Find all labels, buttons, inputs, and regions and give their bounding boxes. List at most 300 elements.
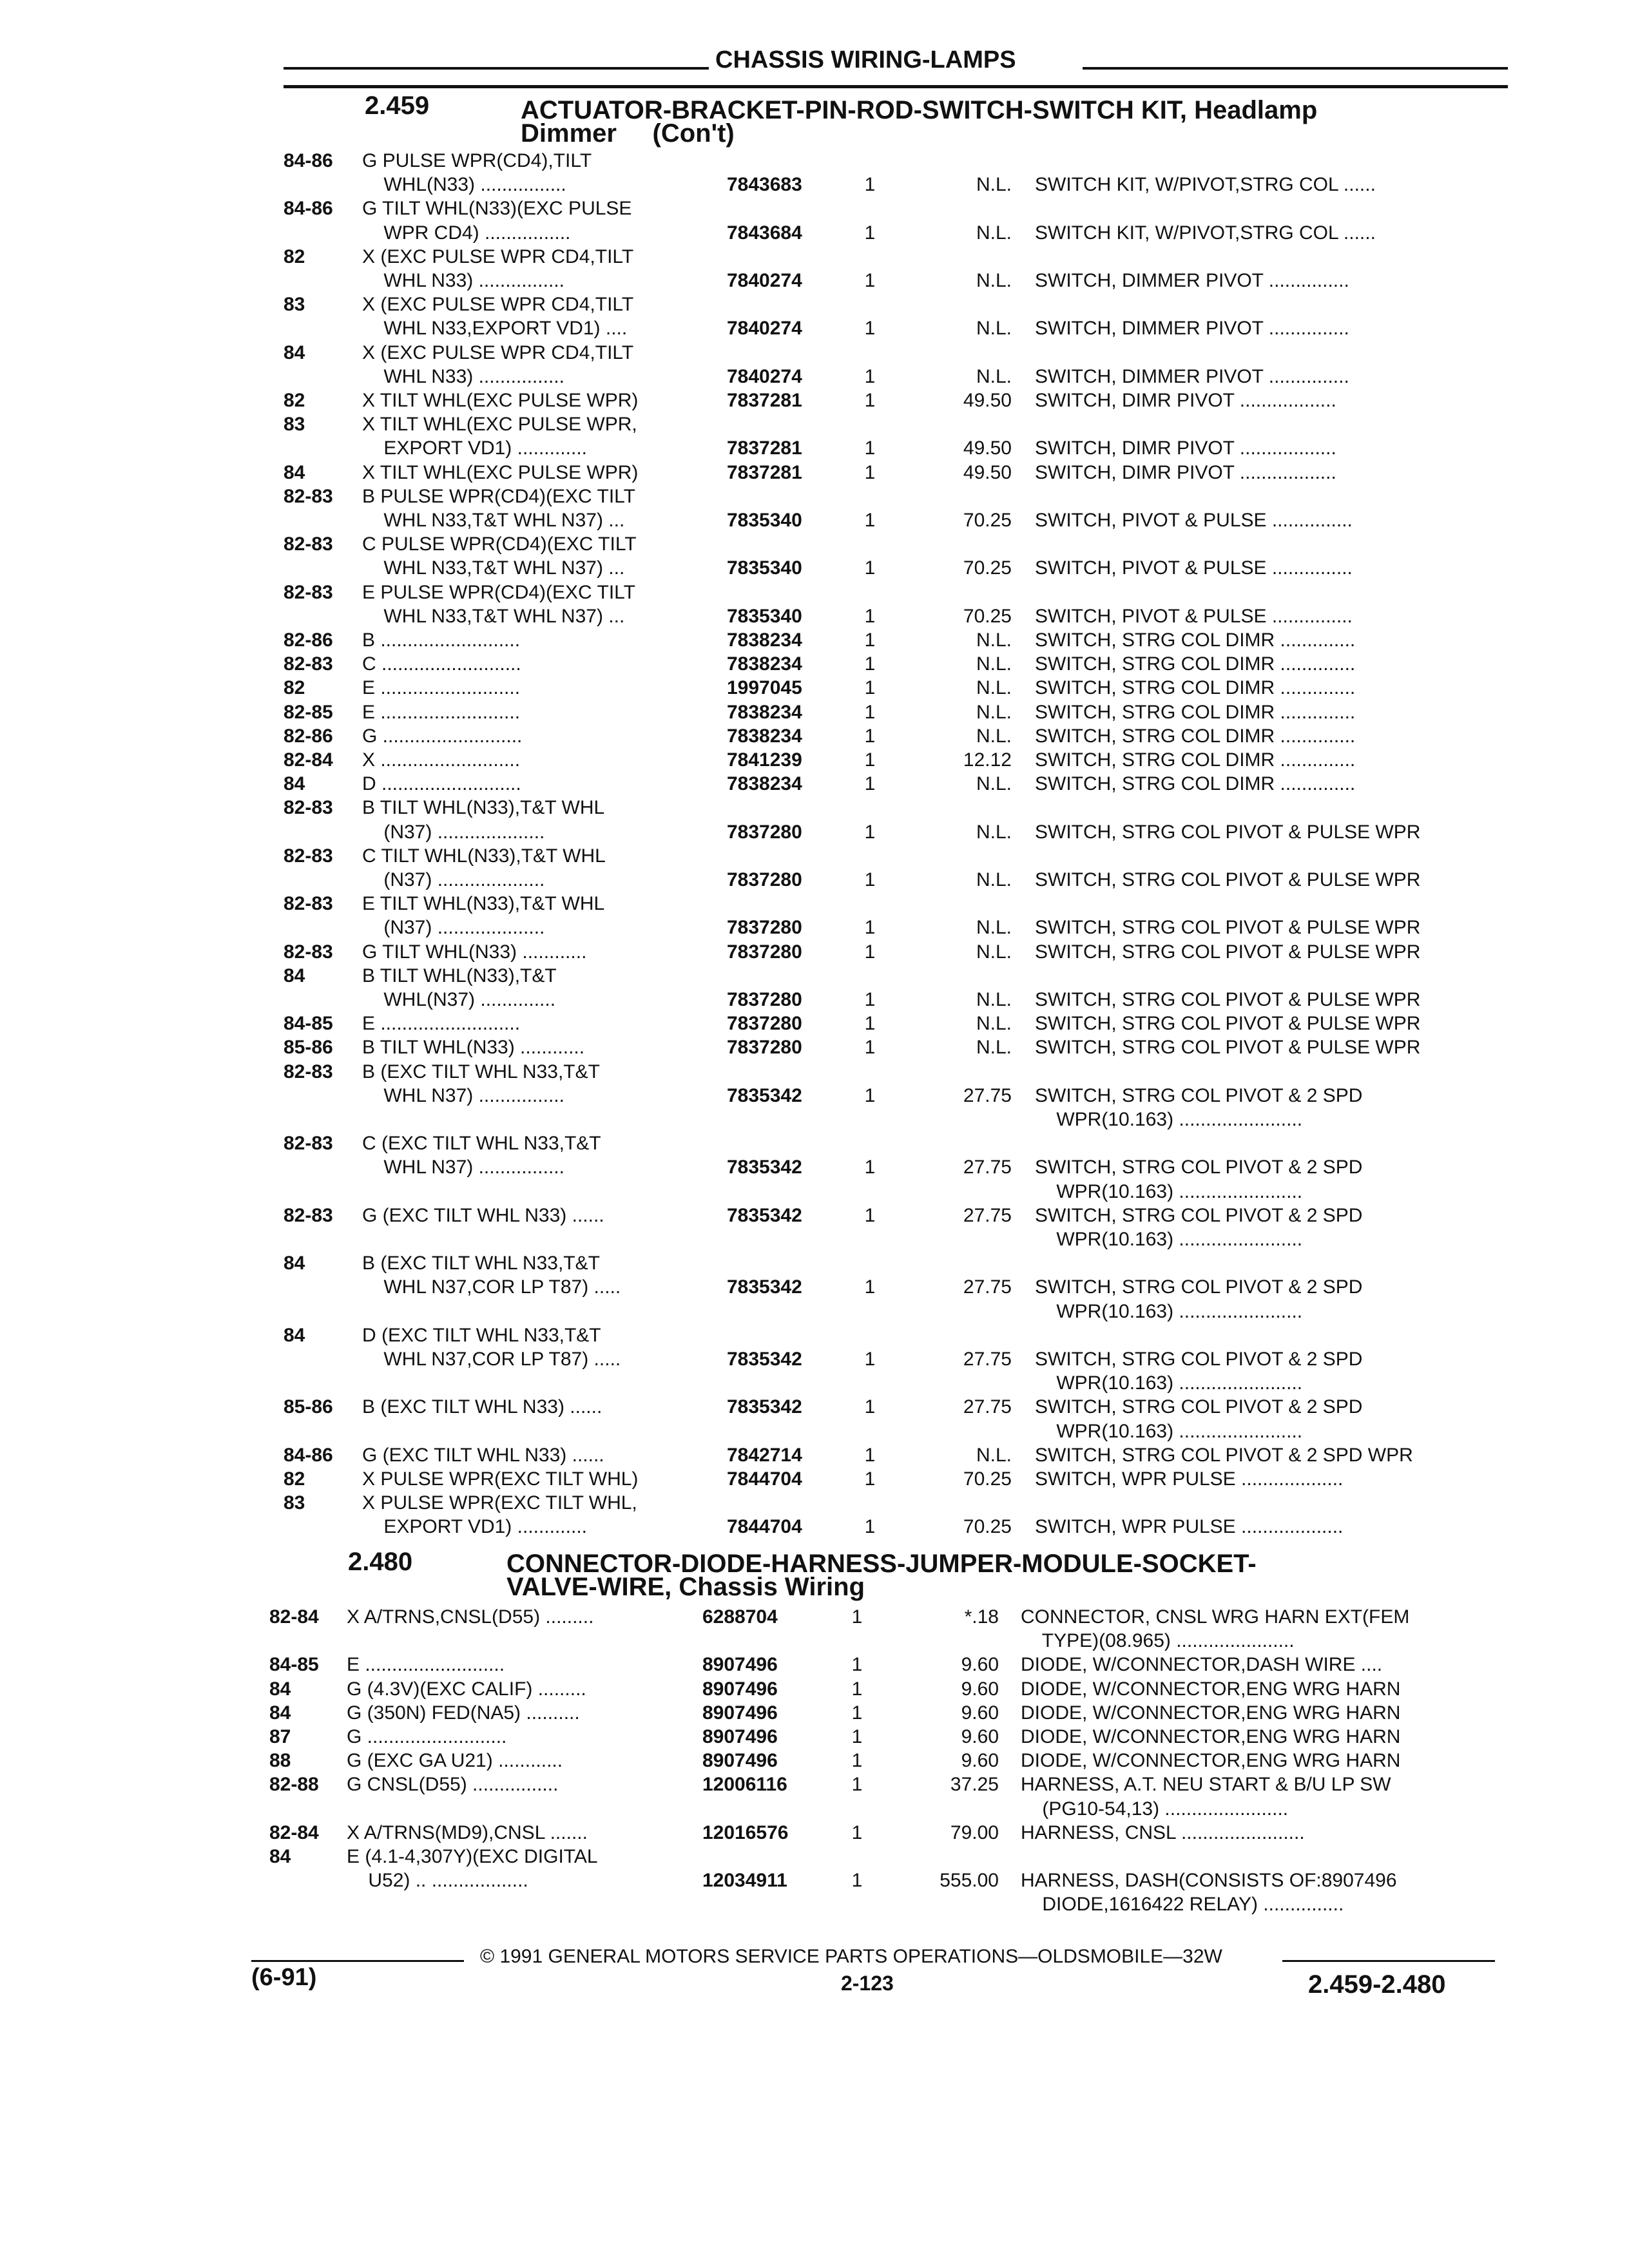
table-row xyxy=(0,1773,1629,1796)
part-number: 7837280 xyxy=(727,917,802,939)
table-row xyxy=(0,1492,1629,1515)
year-range: 84 xyxy=(269,1702,291,1724)
quantity: 1 xyxy=(864,749,876,771)
table-row xyxy=(0,197,1629,220)
description: CONNECTOR, CNSL WRG HARN EXT(FEM xyxy=(1021,1606,1410,1628)
price: 9.60 xyxy=(961,1726,999,1747)
table-row xyxy=(0,1108,1629,1131)
application: G (4.3V)(EXC CALIF) ......... xyxy=(347,1678,586,1700)
table-row xyxy=(0,1180,1629,1204)
description: DIODE, W/CONNECTOR,ENG WRG HARN xyxy=(1021,1678,1401,1700)
price: N.L. xyxy=(976,941,1012,963)
quantity: 1 xyxy=(864,629,876,651)
year-range: 84 xyxy=(284,965,305,986)
application: WHL(N37) .............. xyxy=(362,989,556,1010)
table-row xyxy=(0,1036,1629,1059)
year-range: 84 xyxy=(284,1253,305,1274)
quantity: 1 xyxy=(851,1870,863,1892)
part-number: 7837281 xyxy=(727,461,802,483)
table-row xyxy=(0,845,1629,868)
description: WPR(10.163) ....................... xyxy=(1035,1180,1303,1202)
year-range: 82-83 xyxy=(284,533,333,555)
application: B (EXC TILT WHL N33,T&T xyxy=(362,1253,600,1274)
application: B (EXC TILT WHL N33,T&T xyxy=(362,1061,600,1082)
table-row xyxy=(0,1084,1629,1108)
quantity: 1 xyxy=(864,390,876,411)
table-row xyxy=(0,916,1629,939)
part-number: 7840274 xyxy=(727,270,802,291)
description: DIODE, W/CONNECTOR,ENG WRG HARN xyxy=(1021,1702,1401,1724)
year-range: 82-84 xyxy=(269,1606,319,1628)
price: N.L. xyxy=(976,365,1012,387)
table-row xyxy=(0,485,1629,508)
application: WHL N33) ................ xyxy=(362,270,564,291)
application: X A/TRNS,CNSL(D55) ......... xyxy=(347,1606,594,1628)
table-row xyxy=(0,1893,1629,1916)
year-range: 84 xyxy=(284,1324,305,1346)
quantity: 1 xyxy=(864,222,876,244)
quantity: 1 xyxy=(864,174,876,196)
table-row xyxy=(0,365,1629,389)
table-row xyxy=(0,293,1629,316)
part-number: 7838234 xyxy=(727,725,802,747)
quantity: 1 xyxy=(864,653,876,675)
table-row xyxy=(0,1821,1629,1845)
description: SWITCH, STRG COL PIVOT & PULSE WPR xyxy=(1035,941,1421,963)
application: WHL N33,T&T WHL N37) ... xyxy=(362,557,625,579)
top-rule-under xyxy=(284,85,1508,88)
price: 70.25 xyxy=(963,510,1012,531)
quantity: 1 xyxy=(864,1444,876,1466)
table-row xyxy=(0,1725,1629,1749)
part-number: 8907496 xyxy=(702,1726,778,1747)
table-row xyxy=(0,173,1629,197)
table-row xyxy=(0,677,1629,700)
application: X PULSE WPR(EXC TILT WHL, xyxy=(362,1492,637,1514)
description: WPR(10.163) ....................... xyxy=(1035,1372,1303,1394)
year-range: 88 xyxy=(269,1750,291,1772)
year-range: 84 xyxy=(284,461,305,483)
description: SWITCH, STRG COL PIVOT & 2 SPD xyxy=(1035,1396,1363,1418)
table-row xyxy=(0,1396,1629,1419)
table-row xyxy=(0,1798,1629,1821)
part-number: 1997045 xyxy=(727,677,802,699)
table-row xyxy=(0,1749,1629,1773)
year-range: 85-86 xyxy=(284,1396,333,1418)
part-number: 8907496 xyxy=(702,1654,778,1676)
table-row xyxy=(0,533,1629,556)
part-number: 7841239 xyxy=(727,749,802,771)
price: N.L. xyxy=(976,677,1012,699)
table-row xyxy=(0,796,1629,820)
table-row xyxy=(0,1276,1629,1299)
year-range: 87 xyxy=(269,1726,291,1747)
description: SWITCH, STRG COL DIMR .............. xyxy=(1035,653,1356,675)
table-row xyxy=(0,1228,1629,1251)
application: WHL(N33) ................ xyxy=(362,174,566,196)
year-range: 82-83 xyxy=(284,1061,333,1082)
table-row xyxy=(0,1012,1629,1035)
application: B TILT WHL(N33),T&T WHL xyxy=(362,797,605,819)
part-number: 7840274 xyxy=(727,365,802,387)
application: C .......................... xyxy=(362,653,521,675)
description: SWITCH, WPR PULSE ................... xyxy=(1035,1468,1344,1490)
quantity: 1 xyxy=(851,1702,863,1724)
part-number: 12034911 xyxy=(702,1870,787,1892)
application: WHL N37,COR LP T87) ..... xyxy=(362,1276,621,1298)
part-number: 7837280 xyxy=(727,1037,802,1059)
quantity: 1 xyxy=(864,1396,876,1418)
year-range: 84 xyxy=(269,1678,291,1700)
part-number: 8907496 xyxy=(702,1678,778,1700)
table-row xyxy=(0,1678,1629,1701)
part-number: 7844704 xyxy=(727,1516,802,1538)
quantity: 1 xyxy=(851,1678,863,1700)
part-number: 6288704 xyxy=(702,1606,778,1628)
description: SWITCH KIT, W/PIVOT,STRG COL ...... xyxy=(1035,222,1376,244)
table-row xyxy=(0,749,1629,772)
year-range: 82-86 xyxy=(284,629,333,651)
year-range: 82 xyxy=(284,1468,305,1490)
year-range: 83 xyxy=(284,294,305,316)
application: WHL N33) ................ xyxy=(362,365,564,387)
quantity: 1 xyxy=(864,1204,876,1226)
quantity: 1 xyxy=(864,1013,876,1035)
price: 27.75 xyxy=(963,1204,1012,1226)
year-range: 82-83 xyxy=(284,1204,333,1226)
price: N.L. xyxy=(976,701,1012,723)
application: WHL N37) ................ xyxy=(362,1084,564,1106)
quantity: 1 xyxy=(864,1157,876,1178)
price: N.L. xyxy=(976,653,1012,675)
application: B .......................... xyxy=(362,629,521,651)
table-row xyxy=(0,1702,1629,1725)
application: X (EXC PULSE WPR CD4,TILT xyxy=(362,341,634,363)
year-range: 84 xyxy=(284,773,305,795)
price: N.L. xyxy=(976,318,1012,340)
description: SWITCH KIT, W/PIVOT,STRG COL ...... xyxy=(1035,174,1376,196)
quantity: 1 xyxy=(864,365,876,387)
part-number: 7844704 xyxy=(727,1468,802,1490)
price: 9.60 xyxy=(961,1654,999,1676)
table-row xyxy=(0,269,1629,293)
table-row xyxy=(0,317,1629,340)
part-number: 7835342 xyxy=(727,1084,802,1106)
application: E PULSE WPR(CD4)(EXC TILT xyxy=(362,581,635,603)
table-row xyxy=(0,1061,1629,1084)
quantity: 1 xyxy=(851,1750,863,1772)
table-row xyxy=(0,413,1629,436)
price: 555.00 xyxy=(940,1870,999,1892)
year-range: 84-85 xyxy=(284,1013,333,1035)
part-number: 7835342 xyxy=(727,1349,802,1370)
table-row xyxy=(0,1372,1629,1395)
quantity: 1 xyxy=(864,773,876,795)
quantity: 1 xyxy=(864,270,876,291)
description: SWITCH, STRG COL PIVOT & 2 SPD xyxy=(1035,1276,1363,1298)
table-row xyxy=(0,1515,1629,1539)
price: N.L. xyxy=(976,917,1012,939)
description: DIODE, W/CONNECTOR,ENG WRG HARN xyxy=(1021,1726,1401,1747)
page-title: CHASSIS WIRING-LAMPS xyxy=(715,46,1016,73)
description: SWITCH, STRG COL DIMR .............. xyxy=(1035,629,1356,651)
price: N.L. xyxy=(976,773,1012,795)
part-number: 7843683 xyxy=(727,174,802,196)
part-number: 7837280 xyxy=(727,869,802,890)
year-range: 84-86 xyxy=(284,150,333,171)
part-number: 7837280 xyxy=(727,989,802,1010)
table-row xyxy=(0,725,1629,748)
description: SWITCH, STRG COL PIVOT & PULSE WPR xyxy=(1035,821,1421,843)
part-number: 7835342 xyxy=(727,1396,802,1418)
section-title-1: ACTUATOR-BRACKET-PIN-ROD-SWITCH-SWITCH KIT, Headlamp xyxy=(521,96,1318,124)
description: SWITCH, STRG COL PIVOT & 2 SPD xyxy=(1035,1349,1363,1370)
part-number: 7835340 xyxy=(727,605,802,627)
description: SWITCH, STRG COL DIMR .............. xyxy=(1035,701,1356,723)
year-range: 84 xyxy=(269,1846,291,1867)
description: SWITCH, STRG COL PIVOT & PULSE WPR xyxy=(1035,869,1421,890)
quantity: 1 xyxy=(864,318,876,340)
table-row xyxy=(0,437,1629,460)
application: WHL N33,EXPORT VD1) .... xyxy=(362,318,628,340)
part-number: 7835342 xyxy=(727,1157,802,1178)
quantity: 1 xyxy=(864,437,876,459)
part-number: 7838234 xyxy=(727,653,802,675)
section-number-2: 2.480 xyxy=(348,1548,413,1576)
application: B PULSE WPR(CD4)(EXC TILT xyxy=(362,485,635,507)
application: (N37) .................... xyxy=(362,869,545,890)
year-range: 82-84 xyxy=(269,1821,319,1843)
application: C PULSE WPR(CD4)(EXC TILT xyxy=(362,533,637,555)
description: SWITCH, STRG COL DIMR .............. xyxy=(1035,677,1356,699)
application: E TILT WHL(N33),T&T WHL xyxy=(362,893,605,915)
quantity: 1 xyxy=(864,917,876,939)
application: X PULSE WPR(EXC TILT WHL) xyxy=(362,1468,639,1490)
price: 27.75 xyxy=(963,1349,1012,1370)
description: SWITCH, WPR PULSE ................... xyxy=(1035,1516,1344,1538)
table-row xyxy=(0,509,1629,532)
description: SWITCH, STRG COL PIVOT & PULSE WPR xyxy=(1035,989,1421,1010)
description: HARNESS, CNSL ....................... xyxy=(1021,1821,1305,1843)
quantity: 1 xyxy=(864,605,876,627)
application: E .......................... xyxy=(362,1013,521,1035)
part-number: 7835342 xyxy=(727,1204,802,1226)
description: HARNESS, A.T. NEU START & B/U LP SW xyxy=(1021,1774,1391,1796)
part-number: 7835340 xyxy=(727,510,802,531)
application: EXPORT VD1) ............. xyxy=(362,1516,587,1538)
year-range: 82-83 xyxy=(284,485,333,507)
year-range: 82-83 xyxy=(284,653,333,675)
description: TYPE)(08.965) ...................... xyxy=(1021,1630,1295,1652)
part-number: 7837281 xyxy=(727,390,802,411)
part-number: 7838234 xyxy=(727,629,802,651)
description: WPR(10.163) ....................... xyxy=(1035,1420,1303,1442)
quantity: 1 xyxy=(851,1726,863,1747)
description: SWITCH, STRG COL PIVOT & 2 SPD xyxy=(1035,1204,1363,1226)
price: 27.75 xyxy=(963,1157,1012,1178)
application: E .......................... xyxy=(347,1654,505,1676)
year-range: 82 xyxy=(284,245,305,267)
part-number: 8907496 xyxy=(702,1750,778,1772)
table-row xyxy=(0,149,1629,173)
table-row xyxy=(0,1629,1629,1653)
application: X TILT WHL(EXC PULSE WPR, xyxy=(362,414,637,436)
quantity: 1 xyxy=(864,1349,876,1370)
table-row xyxy=(0,1468,1629,1491)
description: WPR(10.163) ....................... xyxy=(1035,1109,1303,1130)
price: N.L. xyxy=(976,1444,1012,1466)
table-row xyxy=(0,1845,1629,1869)
year-range: 82-83 xyxy=(284,797,333,819)
description: SWITCH, DIMMER PIVOT ............... xyxy=(1035,270,1349,291)
table-row xyxy=(0,1444,1629,1467)
description: SWITCH, PIVOT & PULSE ............... xyxy=(1035,605,1353,627)
description: SWITCH, DIMR PIVOT .................. xyxy=(1035,461,1336,483)
application: G TILT WHL(N33) ............ xyxy=(362,941,587,963)
price: 49.50 xyxy=(963,461,1012,483)
price: 70.25 xyxy=(963,557,1012,579)
price: N.L. xyxy=(976,1013,1012,1035)
description: SWITCH, STRG COL PIVOT & 2 SPD xyxy=(1035,1084,1363,1106)
part-number: 7838234 xyxy=(727,773,802,795)
section-subtitle-2: VALVE-WIRE, Chassis Wiring xyxy=(506,1573,865,1601)
description: SWITCH, STRG COL DIMR .............. xyxy=(1035,773,1356,795)
application: X TILT WHL(EXC PULSE WPR) xyxy=(362,390,639,411)
table-row xyxy=(0,941,1629,964)
description: SWITCH, STRG COL PIVOT & PULSE WPR xyxy=(1035,1037,1421,1059)
application: D .......................... xyxy=(362,773,521,795)
table-row xyxy=(0,1204,1629,1227)
part-number: 7837280 xyxy=(727,821,802,843)
description: SWITCH, DIMR PIVOT .................. xyxy=(1035,390,1336,411)
section-subtitle-1: Dimmer (Con't) xyxy=(521,119,735,148)
quantity: 1 xyxy=(864,1084,876,1106)
section-range: 2.459-2.480 xyxy=(1308,1970,1446,1999)
table-row xyxy=(0,1420,1629,1443)
application: E .......................... xyxy=(362,701,521,723)
price: 70.25 xyxy=(963,1516,1012,1538)
price: 37.25 xyxy=(950,1774,999,1796)
year-range: 84-86 xyxy=(284,198,333,220)
footer-rule-left xyxy=(251,1960,464,1962)
application: B (EXC TILT WHL N33) ...... xyxy=(362,1396,602,1418)
table-row xyxy=(0,965,1629,988)
application: G (EXC TILT WHL N33) ...... xyxy=(362,1444,604,1466)
application: X (EXC PULSE WPR CD4,TILT xyxy=(362,294,634,316)
description: SWITCH, PIVOT & PULSE ............... xyxy=(1035,510,1353,531)
quantity: 1 xyxy=(864,677,876,699)
table-row xyxy=(0,222,1629,245)
table-row xyxy=(0,245,1629,269)
table-row xyxy=(0,605,1629,628)
part-number: 8907496 xyxy=(702,1702,778,1724)
price: 9.60 xyxy=(961,1750,999,1772)
year-range: 83 xyxy=(284,414,305,436)
price: N.L. xyxy=(976,174,1012,196)
year-range: 84 xyxy=(284,341,305,363)
quantity: 1 xyxy=(864,725,876,747)
quantity: 1 xyxy=(851,1821,863,1843)
year-range: 84-86 xyxy=(284,1444,333,1466)
table-row xyxy=(0,581,1629,604)
application: WHL N33,T&T WHL N37) ... xyxy=(362,605,625,627)
year-range: 82 xyxy=(284,390,305,411)
table-row xyxy=(0,1606,1629,1629)
application: G .......................... xyxy=(362,725,523,747)
price: *.18 xyxy=(964,1606,999,1628)
part-number: 7842714 xyxy=(727,1444,802,1466)
table-row xyxy=(0,1653,1629,1677)
year-range: 82 xyxy=(284,677,305,699)
application: E .......................... xyxy=(362,677,521,699)
application: (N37) .................... xyxy=(362,821,545,843)
page-number: 2-123 xyxy=(841,1972,894,1995)
price: 9.60 xyxy=(961,1702,999,1724)
price: 70.25 xyxy=(963,1468,1012,1490)
table-row xyxy=(0,1252,1629,1275)
application: G TILT WHL(N33)(EXC PULSE xyxy=(362,198,632,220)
table-row xyxy=(0,1300,1629,1323)
application: WHL N37,COR LP T87) ..... xyxy=(362,1349,621,1370)
price: 49.50 xyxy=(963,390,1012,411)
part-number: 7840274 xyxy=(727,318,802,340)
part-number: 7837280 xyxy=(727,1013,802,1035)
application: G .......................... xyxy=(347,1726,507,1747)
price: 27.75 xyxy=(963,1276,1012,1298)
description: (PG10-54,13) ....................... xyxy=(1021,1798,1289,1820)
quantity: 1 xyxy=(864,461,876,483)
price: 79.00 xyxy=(950,1821,999,1843)
quantity: 1 xyxy=(864,510,876,531)
application: EXPORT VD1) ............. xyxy=(362,437,587,459)
description: SWITCH, STRG COL PIVOT & PULSE WPR xyxy=(1035,917,1421,939)
price: N.L. xyxy=(976,821,1012,843)
application: WHL N37) ................ xyxy=(362,1157,564,1178)
description: SWITCH, STRG COL PIVOT & PULSE WPR xyxy=(1035,1013,1421,1035)
application: WPR CD4) ................ xyxy=(362,222,571,244)
application: B TILT WHL(N33),T&T xyxy=(362,965,557,986)
application: E (4.1-4,307Y)(EXC DIGITAL xyxy=(347,1846,598,1867)
year-range: 82-83 xyxy=(284,893,333,915)
table-row xyxy=(0,821,1629,844)
description: SWITCH, DIMMER PIVOT ............... xyxy=(1035,365,1349,387)
table-row xyxy=(0,341,1629,365)
quantity: 1 xyxy=(864,1516,876,1538)
application: G CNSL(D55) ................ xyxy=(347,1774,559,1796)
table-row xyxy=(0,773,1629,796)
application: (N37) .................... xyxy=(362,917,545,939)
table-row xyxy=(0,1156,1629,1179)
year-range: 82-83 xyxy=(284,581,333,603)
description: WPR(10.163) ....................... xyxy=(1035,1300,1303,1322)
price: 27.75 xyxy=(963,1396,1012,1418)
top-rule-left xyxy=(284,67,709,70)
description: SWITCH, STRG COL DIMR .............. xyxy=(1035,725,1356,747)
quantity: 1 xyxy=(851,1774,863,1796)
quantity: 1 xyxy=(864,557,876,579)
price: 9.60 xyxy=(961,1678,999,1700)
price: 49.50 xyxy=(963,437,1012,459)
description: SWITCH, DIMMER PIVOT ............... xyxy=(1035,318,1349,340)
description: DIODE,1616422 RELAY) ............... xyxy=(1021,1894,1344,1916)
price: 12.12 xyxy=(963,749,1012,771)
application: X A/TRNS(MD9),CNSL ....... xyxy=(347,1821,588,1843)
quantity: 1 xyxy=(864,701,876,723)
part-number: 7835340 xyxy=(727,557,802,579)
year-range: 82-86 xyxy=(284,725,333,747)
table-row xyxy=(0,653,1629,676)
application: B TILT WHL(N33) ............ xyxy=(362,1037,585,1059)
